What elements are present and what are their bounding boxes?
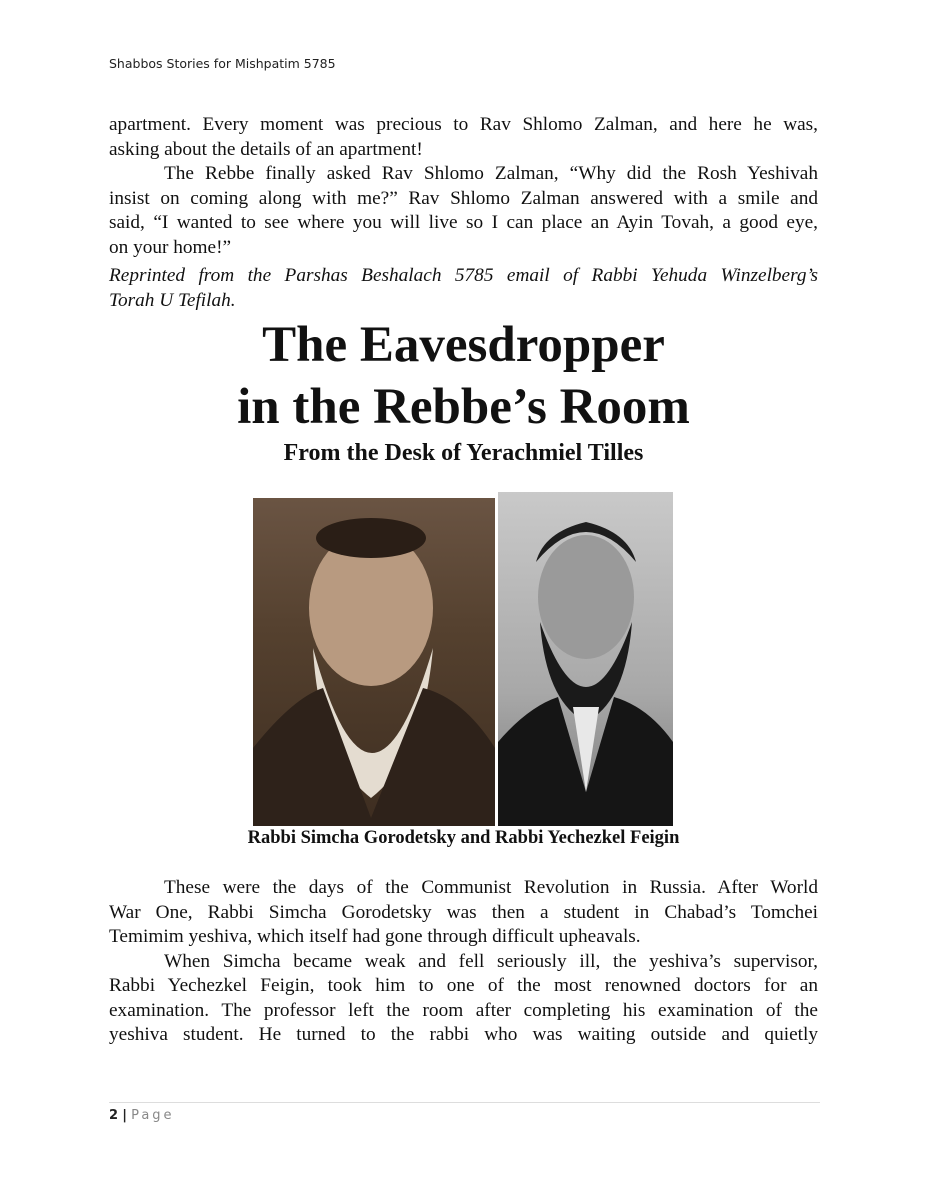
photo-rabbi-yechezkel-feigin (498, 492, 673, 826)
photo-rabbi-simcha-gorodetsky (253, 498, 495, 826)
article-title-line2: in the Rebbe’s Room (237, 379, 690, 435)
page-number: 2 (109, 1108, 119, 1123)
top-paragraph (109, 113, 818, 260)
footer-divider (109, 1102, 820, 1103)
running-header: Shabbos Stories for Mishpatim 5785 (109, 56, 336, 71)
text-line: Rabbi Yechezkel Feigin, took him to one of the most renowned doctors for an (109, 975, 818, 996)
footer-separator: | (122, 1108, 127, 1123)
text-line: The Rebbe finally asked Rav Shlomo Zalman, “Why did the Rosh Yeshivah (164, 163, 818, 184)
page-footer (109, 1108, 175, 1123)
text-line: These were the days of the Communist Revolution in Russia. After World (164, 877, 818, 898)
text-line: War One, Rabbi Simcha Gorodetsky was then a student in Chabad’s Tomchei (109, 901, 818, 923)
story-paragraph (109, 876, 818, 1048)
text-line: yeshiva student. He turned to the rabbi who was waiting outside and quietly (109, 1024, 818, 1045)
text-line: Temimim yeshiva, which itself had gone through difficult upheavals. (109, 926, 641, 947)
photo-caption: Rabbi Simcha Gorodetsky and Rabbi Yechezkel Feigin (247, 828, 680, 848)
article-title-line1: The Eavesdropper (262, 317, 665, 373)
text-line: insist on coming along with me?” Rav Shlomo Zalman answered with a smile and (109, 187, 818, 209)
reprint-credit (109, 264, 818, 313)
text-line: on your home!” (109, 236, 232, 258)
text-line: examination. The professor left the room after completing his examination of the (109, 999, 818, 1021)
text-line: said, “I wanted to see where you will live so I can place an Ayin Tovah, a good eye, (109, 212, 818, 233)
page-label: Page (131, 1108, 175, 1123)
text-line: asking about the details of an apartment! (109, 138, 423, 160)
text-line: apartment. Every moment was precious to Rav Shlomo Zalman, and here he was, (109, 114, 818, 135)
article-subtitle: From the Desk of Yerachmiel Tilles (283, 440, 644, 466)
text-line: Reprinted from the Parshas Beshalach 5785 email of Rabbi Yehuda Winzelberg’s (109, 265, 818, 286)
text-line: When Simcha became weak and fell seriously ill, the yeshiva’s supervisor, (164, 950, 818, 972)
text-line: Torah U Tefilah. (109, 289, 236, 311)
